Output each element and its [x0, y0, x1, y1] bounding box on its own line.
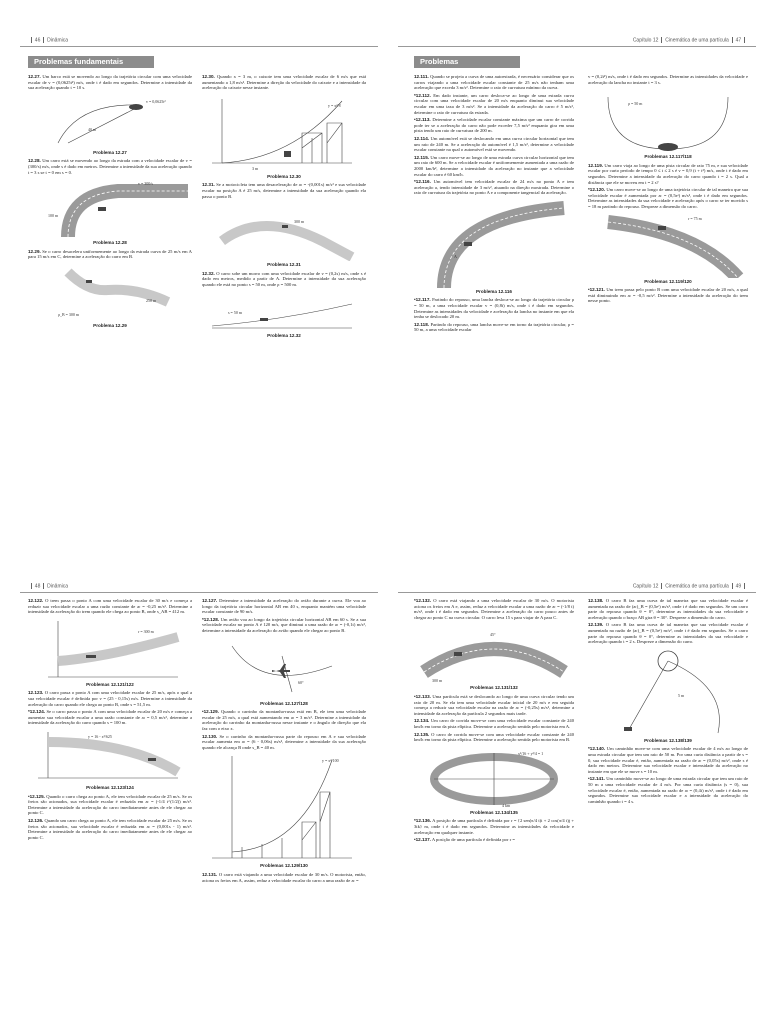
- figure-caption: Problemas 12.127/128: [260, 700, 308, 706]
- problem-text: Quando um carro chega ao ponto A, ele tem velocidade escalar de 25 m/s. Se os freios são acionados, sua velocidade escalar é reduzida em aₜ = (0,001s - 1) m/s². Determine a intensidade da aceleração do carro imediatamente antes de ele chegar ao ponto C.: [28, 817, 192, 840]
- problem-statement: [202, 872, 366, 883]
- svg-text:y = x²/8: y = x²/8: [328, 102, 341, 108]
- problem-number: 12.30.: [202, 74, 215, 79]
- svg-text:v = 0,0625t²: v = 0,0625t²: [146, 98, 166, 104]
- svg-text:v = 300/s: v = 300/s: [138, 181, 153, 187]
- problem-statement: [414, 297, 574, 319]
- problem-number: •12.113.: [414, 117, 431, 123]
- book-title: Dinâmica: [47, 583, 68, 590]
- problem-number: 12.126.: [28, 817, 44, 823]
- problem-statement: [28, 249, 192, 260]
- problem-statement: [414, 155, 574, 177]
- problem-statement: [414, 74, 574, 91]
- svg-text:5 m: 5 m: [678, 692, 685, 698]
- problem-text: Se o carrinho da montanha-russa parte do repouso em A e sua velocidade escalar aumenta em aₜ = (6 - 0,06s) m/s², determine a intensidade da sua aceleração quando ele alcança B onde s_B = 40 m.: [202, 733, 367, 750]
- problem-statement: [588, 622, 748, 644]
- problem-statement: [28, 690, 192, 707]
- problem-text: Se o carro desacelera uniformemente ao longo da estrada curva de 25 m/s em A para 15 m/s em C, determine a aceleração do carro em B.: [28, 248, 192, 260]
- svg-text:45°: 45°: [490, 632, 496, 638]
- page-separator: [0, 510, 768, 568]
- problem-number: •12.133.: [414, 693, 431, 699]
- page-number: 49: [735, 583, 742, 590]
- figure-caption: Problema 12.29: [93, 322, 127, 328]
- problem-number: 12.29.: [28, 248, 41, 254]
- section-title: Problemas fundamentais: [28, 56, 154, 68]
- problem-number: 12.119.: [588, 162, 604, 168]
- figure-roller-coaster: [202, 752, 366, 862]
- figure-caption: Problema 12.28: [93, 240, 127, 246]
- svg-text:y = x²/100: y = x²/100: [322, 758, 339, 764]
- problem-statement: [28, 598, 192, 615]
- problem-statement: [414, 718, 574, 729]
- problem-number: 12.131.: [202, 871, 218, 877]
- problem-text: Um carro move-se ao longo de uma trajetória circular de tal maneira que sua velocidade escalar é aumentada por aₜ = (0,5eᵗ) m/s², onde t é dado em segundos. Determine as intensidades da sua velocidade e aceleração após o carro se ter movido s = 18 m partindo do repouso. Despreze a dimensão do carro.: [588, 187, 748, 209]
- problem-number: 12.139.: [588, 622, 604, 628]
- figure-motorcycle-curve: [202, 201, 366, 261]
- problem-statement: [414, 117, 574, 134]
- svg-text:ρ = 50 m: ρ = 50 m: [628, 101, 643, 107]
- problem-text: Um carro está se movendo ao longo da estrada com a velocidade escalar de v = (300/s) m/s, onde s é dado em metros. Determine a intensidade da sua aceleração quando t = 3 s se t = 0 em s = 0.: [28, 158, 192, 175]
- figure-circular-track: [588, 212, 748, 278]
- problem-text: Um automóvel tem velocidade escalar de 24 m/s no ponto A e tem aceleração a, tendo intensidade de 3 m/s², atuando na direção mostrada. Determine o raio de curvatura da trajetória no ponto A e a componente tangencial da aceleração.: [414, 179, 574, 196]
- problem-number: 12.130.: [202, 733, 218, 739]
- problem-text: Um carro de corrida move-se com uma velocidade escalar constante de 240 km/h em torno da pista elíptica. Determine a aceleração sentida pelo motorista em A.: [414, 718, 575, 729]
- svg-text:3 m: 3 m: [252, 165, 259, 171]
- problem-statement: [28, 158, 192, 175]
- svg-text:r = 300 m: r = 300 m: [138, 628, 154, 634]
- problem-number: •12.125.: [28, 793, 45, 799]
- problem-number: •12.117.: [414, 297, 431, 303]
- problem-statement: [28, 818, 192, 840]
- problem-text: Um carro viaja ao longo de uma pista circular de raio 75 m, e sua velocidade escalar por curto período de tempo 0 ≤ t ≤ 2 s é v = 0,9 (t + t²) m/s, onde t é dado em segundos. Determine a intensidade da aceleração do carro quando t = 2 s. Qual a distância que ele se moveu em t = 2 s?: [588, 162, 749, 185]
- problem-statement: [202, 182, 366, 199]
- problem-text: Um caminhão move-se ao longo de uma estrada circular que tem um raio de 50 m a uma velocidade escalar de 4 m/s. Por uma curta distância (s = 0), sua velocidade escalar é, então, aumentada na razão de aₜ = (0,4t) m/s², onde t é dado em segundos. Determine sua velocidade escalar e a intensidade da aceleração do caminhão quando t = 4 s.: [588, 776, 749, 804]
- svg-text:4 km: 4 km: [502, 802, 511, 808]
- problem-number: 12.32.: [202, 270, 215, 276]
- svg-text:A: A: [454, 253, 457, 259]
- figure-circular-boat-path: [28, 93, 192, 149]
- figure-caption: Problema 12.32: [267, 332, 301, 338]
- problem-statement: [28, 709, 192, 726]
- problem-text: Um barco está se movendo ao longo da trajetória circular com uma velocidade escalar de v = (0,0625t²) m/s, onde t é dado em segundos. Determine a intensidade da sua aceleração quando t = 10 s.: [28, 74, 192, 91]
- svg-text:300 m: 300 m: [294, 219, 305, 225]
- problem-number: 12.28.: [28, 158, 41, 164]
- problem-number: *12.112.: [414, 92, 431, 98]
- problem-text: v = (0,2t²) m/s, onde t é dado em segundos. Determine as intensidades da velocidade e aceleração da lancha no instante t = 3 s.: [588, 74, 748, 85]
- figure-caption: Problemas 12.129/130: [260, 863, 308, 869]
- figure-crate-ramp: [202, 93, 366, 173]
- figure-circular-curve-road: [414, 622, 574, 684]
- problem-number: 12.122.: [28, 598, 44, 603]
- problem-number: 12.134.: [414, 718, 430, 724]
- problem-text: Quando o carrinho da montanha-russa está em B, ele tem uma velocidade escalar de 25 m/s, a qual está aumentando em aₜ = 3 m/s². Determine a intensidade da aceleração do carrinho da montanha-russa nesse instante e o ângulo de direção que ela faz com o eixo x.: [202, 709, 366, 731]
- problem-text: A posição de uma partícula é definida por r =: [431, 837, 515, 843]
- problem-text: Um carro move-se ao longo de uma estrada curva circular horizontal que tem um raio de 600 m. Se a velocidade escalar é uniformemente aumentada a uma razão de 2000 km/h², determine a intensidade da aceleração no instante que a velocidade escalar do carro é 60 km/h.: [414, 154, 574, 177]
- problem-statement: [202, 734, 366, 751]
- column-right: [202, 74, 366, 341]
- problem-number: 12.111.: [414, 74, 429, 79]
- column-left: [28, 598, 192, 842]
- problem-statement: [202, 74, 366, 91]
- problem-statement: [588, 598, 748, 620]
- svg-text:r = 75 m: r = 75 m: [688, 215, 702, 221]
- problem-statement: [588, 776, 748, 804]
- problem-number: *12.120.: [588, 187, 606, 193]
- column-right: [202, 598, 366, 885]
- problem-text: O carro está viajando a uma velocidade escalar de 30 m/s. O motorista, então, aciona os freios em A, assim, reduz a velocidade escalar do carro a uma razão de aₜ =: [202, 871, 366, 883]
- problem-text: O carro está viajando a uma velocidade escalar de 30 m/s. O motorista aciona os freios em A e, assim, reduz a velocidade escalar a uma razão de aₜ = (-1/8 t) m/s², onde t é dado em segundos. Determine a aceleração do carro pouco antes de chegar ao ponto C na curva circular. O carro leva 15 s para viajar de A para C.: [414, 598, 574, 620]
- problem-text: O carro B faz uma curva de tal maneira que sua velocidade escalar é aumentada na razão de (aₜ)_B = (0,5eᵗ) m/s², onde t é dado em segundos. Se o carro parte do repouso quando θ = 0°, determine as intensidades da sua velocidade e aceleração quando t = 2 s. Despreze a dimensão do carro.: [588, 622, 749, 645]
- svg-text:300 m: 300 m: [432, 678, 443, 684]
- problem-statement: [588, 287, 748, 304]
- problem-statement: [414, 322, 574, 333]
- problem-text: A posição de uma partícula é definida por r = {2 sen(π/4 t)i + 2 cos(π/4 t)j + 3tk} m, onde t é dado em segundos. Determine as intensidades da velocidade e aceleração em qualquer instante.: [414, 818, 574, 835]
- problem-statement: [202, 598, 366, 615]
- figure-caption: Problemas 12.138/139: [644, 737, 692, 743]
- problem-number: *12.132.: [414, 598, 432, 603]
- page-number: 47: [735, 37, 742, 44]
- book-title: Dinâmica: [47, 37, 68, 44]
- page-48: [20, 568, 378, 1024]
- figure-caption: Problema 12.27: [93, 149, 127, 155]
- problem-statement: [28, 74, 192, 91]
- problem-text: Partindo do repouso, uma lancha move-se em torno da trajetória circular, ρ = 50 m, a uma velocidade escalar: [414, 321, 574, 333]
- problem-number: 12.123.: [28, 690, 44, 696]
- figure-s-curve-road: [28, 262, 192, 322]
- running-header: [398, 34, 756, 47]
- chapter-label: Capítulo 12: [632, 583, 659, 590]
- figure-caption: Problemas 12.134/135: [470, 809, 518, 815]
- page-46: [20, 22, 378, 510]
- svg-text:100 m: 100 m: [48, 213, 59, 219]
- problem-statement: [588, 746, 748, 774]
- problem-number: •12.129.: [202, 709, 219, 715]
- problem-number: 12.27.: [28, 74, 41, 79]
- problem-text: Um avião voa ao longo da trajetória circular horizontal AB em 60 s. Se a sua velocidade escalar no ponto A é 120 m/s, que diminui a uma razão de aₜ = (-0,1t) m/s², determine a intensidade da aceleração do avião quando ele chegar ao ponto B.: [202, 616, 366, 633]
- problem-number: 12.135.: [414, 731, 430, 737]
- problem-statement: [414, 93, 574, 115]
- problem-number: *12.140.: [588, 746, 606, 752]
- figure-car-hill: [202, 290, 366, 332]
- page-number: 46: [34, 37, 41, 44]
- figure-caption: Problemas 12.117/118: [644, 154, 692, 160]
- problem-number: 12.127.: [202, 598, 218, 603]
- problem-text: Quando x = 3 m, o caixote tem uma velocidade escalar de 6 m/s que está aumentando a 1,8 m/s². Determine a direção da velocidade do caixote e a intensidade da aceleração do caixote nesse instante.: [202, 74, 366, 91]
- problem-text: Um caminhão move-se com uma velocidade escalar de 4 m/s ao longo de uma estrada circular que tem um raio de 50 m. Por uma curta distância a partir de s = 0, sua velocidade escalar é, então, aumentada na razão de aₜ = (0,05s) m/s², onde s é dado em metros. Determine sua velocidade escalar e intensidade da aceleração no instante em que ele se move s = 10 m.: [588, 746, 748, 774]
- problem-number: *12.128.: [202, 616, 220, 622]
- problem-number: 12.118.: [414, 321, 430, 327]
- problem-text: Em dado instante, um carro desloca-se ao longo de uma estrada curva circular com uma velocidade escalar de 20 m/s enquanto diminui sua velocidade escalar em uma taxa de 3 m/s². Se a intensidade da aceleração do carro é 5 m/s², determine o raio de curvatura da estrada.: [414, 92, 574, 115]
- problem-text: Uma partícula está se deslocando ao longo de uma curva circular tendo um raio de 20 m. Se ela tem uma velocidade escalar inicial de 20 m/s e em seguida começa a reduzir sua velocidade escalar na razão de aₜ = (-0,25s) m/s², determine a intensidade da aceleração da partícula 2 segundos mais tarde.: [414, 693, 574, 716]
- problem-statement: [588, 74, 748, 85]
- problem-text: Um trem passa pelo ponto B com uma velocidade escalar de 20 m/s, a qual está diminuindo em aₜ = -0,5 m/s². Determine a intensidade da aceleração do trem nesse ponto.: [588, 287, 748, 304]
- page-47: [398, 22, 756, 510]
- figure-boat-circle: [588, 87, 748, 153]
- figure-caption: Problemas 12.123/124: [86, 784, 134, 790]
- problem-number: 12.138.: [588, 598, 604, 603]
- running-header: [20, 34, 378, 47]
- problem-statement: [588, 187, 748, 209]
- problem-text: O carro sobe um morro com uma velocidade escalar de v = (0,2s) m/s, onde s é dado em metros, medido a partir de A. Determine a intensidade da sua aceleração quando ele está no ponto s = 50 m, onde ρ = 500 m.: [202, 270, 366, 287]
- svg-text:y = 16 - x²/625: y = 16 - x²/625: [88, 733, 112, 739]
- problem-number: *12.136.: [414, 818, 432, 824]
- figure-curved-highway: [414, 198, 574, 288]
- problem-text: Um automóvel está se deslocando em uma curva circular horizontal que tem um raio de 240 m. Se a aceleração do automóvel é 1,5 m/s², determine a velocidade escalar constante na qual o automóvel está se movendo.: [414, 135, 574, 153]
- problem-statement: [202, 271, 366, 288]
- figure-train-track: [28, 617, 192, 681]
- problem-number: 12.31.: [202, 182, 215, 188]
- figure-elliptical-track: [414, 745, 574, 809]
- problem-number: •12.121.: [588, 287, 605, 293]
- column-left: [414, 598, 574, 845]
- problem-statement: [414, 179, 574, 196]
- problem-text: O carro B faz uma curva de tal maneira que sua velocidade escalar é aumentada na razão de (aₜ)_B = (0,5eᵗ) m/s², onde t é dado em segundos. Se um carro parte do repouso quando θ = 0°, determine as intensidades da sua velocidade e aceleração quando o braço AB gira θ = 30°. Despreze a dimensão do carro.: [588, 598, 749, 620]
- problem-text: O carro de corrida move-se com uma velocidade escalar constante de 240 km/h em torno da pista elíptica. Determine a aceleração sentida pelo motorista em B.: [414, 731, 575, 743]
- problem-statement: [414, 837, 574, 843]
- figure-airplane-path: [202, 636, 366, 700]
- problem-number: *12.116.: [414, 179, 431, 185]
- problem-number: •12.137.: [414, 837, 431, 843]
- problem-text: Determine a velocidade escalar constante máxima que um carro de corrida pode ter se a aceleração do carro não pode exceder 7,5 m/s² enquanto gira em uma pista tendo um raio de curvatura de 200 m.: [414, 117, 574, 134]
- column-left: [414, 74, 574, 335]
- problem-statement: [414, 136, 574, 153]
- problem-text: Partindo do repouso, uma lancha desloca-se ao longo da trajetória circular ρ = 50 m, a uma velocidade escalar v = (0,8t) m/s, onde t é dado em segundos. Determine as intensidades da velocidade e aceleração da lancha no instante em que ela tenha se deslocado 20 m.: [414, 297, 574, 320]
- column-left: [28, 74, 192, 332]
- figure-hill-road: [28, 728, 192, 784]
- problem-text: Quando se projeta a curva de uma autoestrada, é necessário considerar que os carros viajando a uma velocidade escalar constante de 25 m/s não tenham uma aceleração que exceda 3 m/s². Determine o raio de curvatura mínimo da curva.: [414, 74, 574, 91]
- svg-text:s = 50 m: s = 50 m: [228, 309, 242, 315]
- problem-text: Se o carro passa o ponto A com uma velocidade escalar de 20 m/s e começa a aumentar sua velocidade escalar a uma razão constante de aₜ = 0,5 m/s², determine a intensidade da aceleração do carro quando s = 100 m.: [28, 709, 193, 726]
- svg-text:60°: 60°: [298, 679, 304, 685]
- problem-number: •12.141.: [588, 776, 605, 782]
- problem-statement: [202, 617, 366, 634]
- figure-caption: Problemas 12.131/132: [470, 685, 518, 691]
- column-right: [588, 598, 748, 806]
- svg-text:250 m: 250 m: [146, 297, 157, 303]
- svg-text:x²/16 + y²/4 = 1: x²/16 + y²/4 = 1: [518, 750, 544, 756]
- svg-text:ρ_B = 300 m: ρ_B = 300 m: [58, 311, 80, 317]
- problem-statement: [28, 794, 192, 816]
- problem-number: *12.124.: [28, 709, 46, 715]
- chapter-title: Cinemática de uma partícula: [665, 37, 729, 44]
- figure-caption: Problema 12.31: [267, 262, 301, 268]
- problem-number: 12.114.: [414, 135, 430, 141]
- problem-number: 12.115.: [414, 154, 430, 160]
- page-49: [398, 568, 756, 1024]
- problem-statement: [414, 732, 574, 743]
- chapter-label: Capítulo 12: [632, 37, 659, 44]
- problem-text: O trem passa o ponto A com uma velocidade escalar de 30 m/s e começa a reduzir sua velocidade escalar a uma razão constante de aₜ = -0,25 m/s². Determine a intensidade da aceleração do trem quando ele chega ao ponto B, onde s_AB = 412 m.: [28, 598, 192, 615]
- running-header: [398, 580, 756, 593]
- problem-statement: [588, 163, 748, 185]
- problem-statement: [202, 709, 366, 731]
- svg-text:40 m: 40 m: [88, 126, 97, 132]
- problem-text: O carro passa o ponto A com uma velocidade escalar de 25 m/s, após o qual a sua velocidade escalar é definida por v = (25 - 0,15s) m/s. Determine a intensidade da aceleração do carro quando ele chega ao ponto B, onde s = 51,5 m.: [28, 690, 192, 707]
- figure-caption: Problemas 12.121/122: [86, 681, 134, 687]
- figure-caption: Problemas 12.119/120: [644, 278, 692, 284]
- running-header: [20, 580, 378, 593]
- section-title: Problemas: [414, 56, 520, 68]
- problem-statement: [414, 598, 574, 620]
- page-number: 48: [34, 583, 41, 590]
- problem-text: Quando o carro chega ao ponto A, ele tem velocidade escalar de 25 m/s. Se os freios são acionados, sua velocidade escalar é reduzida em aₜ = (-1/4 t^(1/2)) m/s². Determine a intensidade da aceleração do carro imediatamente antes de ele chegar ao ponto C.: [28, 793, 192, 816]
- figure-caption: Problema 12.30: [267, 173, 301, 179]
- figure-rotating-arm-car: [588, 647, 748, 737]
- problem-statement: [414, 694, 574, 716]
- figure-caption: Problema 12.116: [475, 288, 512, 294]
- figure-curved-road: [28, 177, 192, 239]
- problem-text: Determine a intensidade da aceleração do avião durante a curva. Ele voa ao longo da trajetória circular horizontal AB em 40 s, enquanto mantém uma velocidade escalar constante de 90 m/s.: [202, 598, 366, 615]
- column-right: [588, 74, 748, 306]
- chapter-title: Cinemática de uma partícula: [665, 583, 729, 590]
- problem-text: Se a motocicleta tem uma desaceleração de aₜ = -(0,001s) m/s² e sua velocidade escalar na posição A é 25 m/s, determine a intensidade da sua aceleração quando ela passa o ponto B.: [202, 182, 366, 199]
- problem-statement: [414, 818, 574, 835]
